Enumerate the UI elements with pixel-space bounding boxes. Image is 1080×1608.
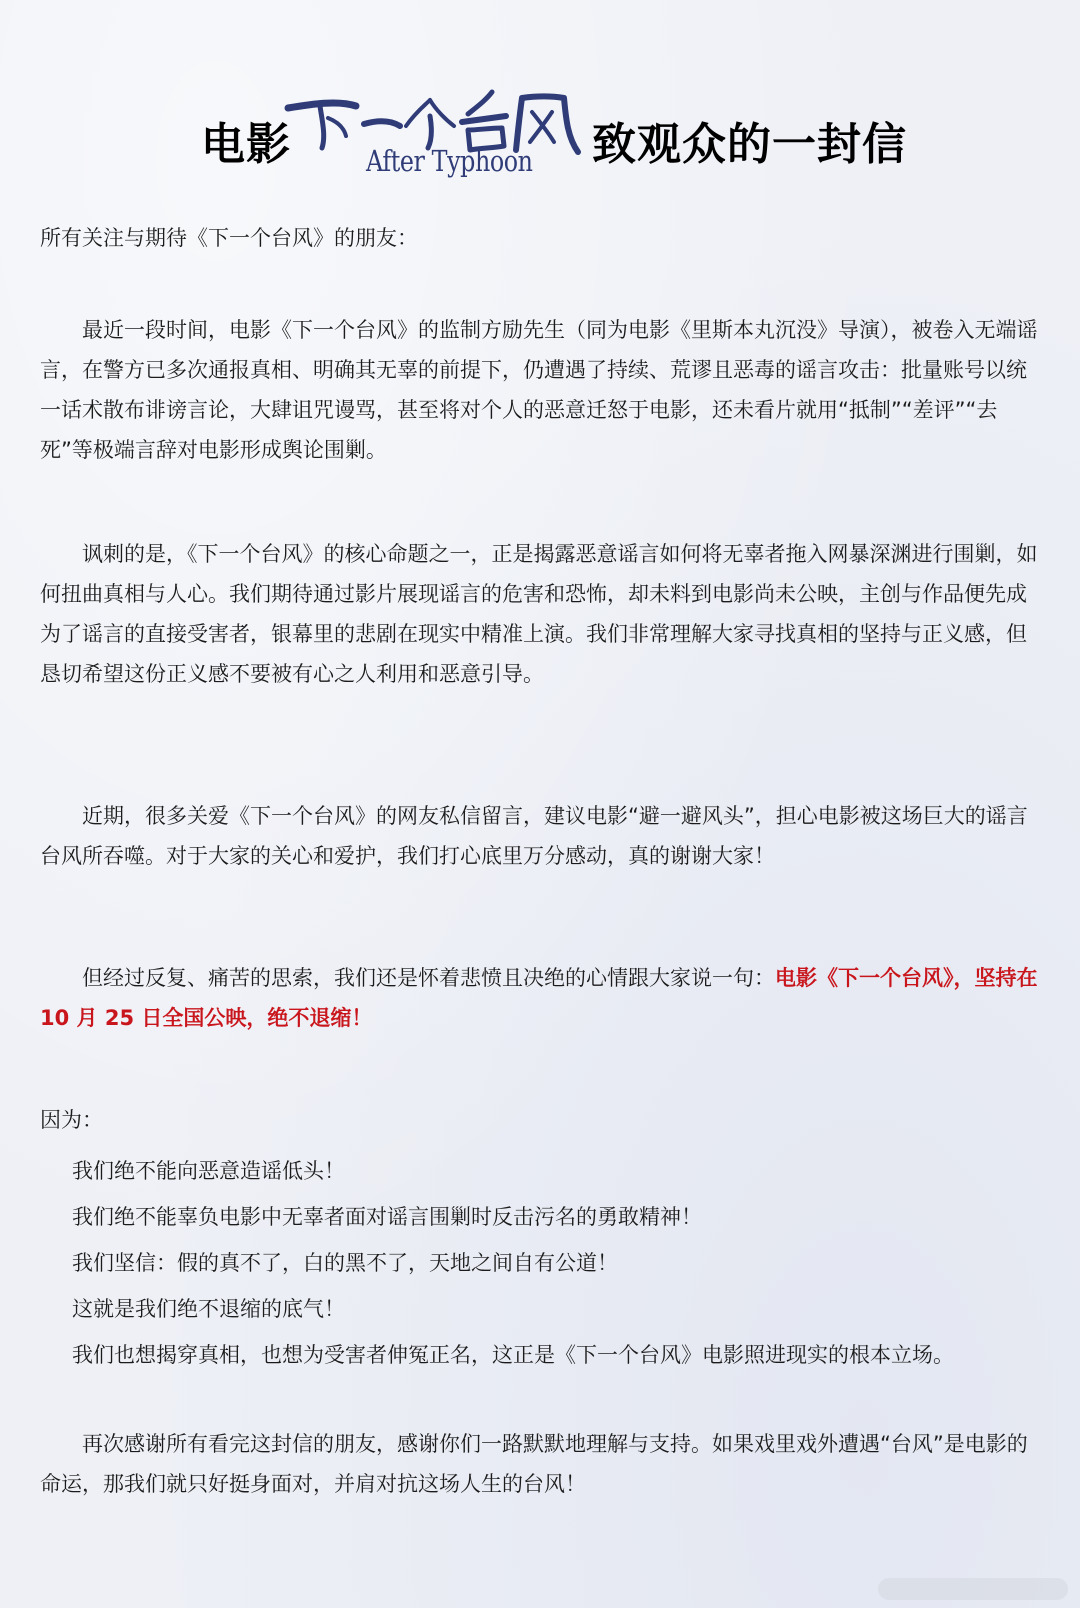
reason-item: 我们坚信：假的真不了，白的黑不了，天地之间自有公道！ <box>72 1251 618 1275</box>
paragraph-1: 最近一段时间，电影《下一个台风》的监制方励先生（同为电影《里斯本丸沉没》导演），被卷入无端谣言，在警方已多次通报真相、明确其无辜的前提下，仍遭遇了持续、荒谬且恶毒的谣言攻击：批量账号以统一话术散布诽谤言论，大肆诅咒谩骂，甚至将对个人的恶意迁怒于电影，还未看片就用“抵制”“差评”“去死”等极端言辞对电影形成舆论围剿。 <box>40 318 1038 462</box>
paragraph-3: 近期，很多关爱《下一个台风》的网友私信留言，建议电影“避一避风头”，担心电影被这场巨大的谣言台风所吞噬。对于大家的关心和爱护，我们打心底里万分感动，真的谢谢大家！ <box>40 804 1028 868</box>
reason-item: 我们绝不能向恶意造谣低头！ <box>72 1159 345 1183</box>
release-announcement: 电影《下一个台风》，坚持在 10 月 25 日全国公映，绝不退缩！ <box>40 966 1038 1030</box>
salutation: 所有关注与期待《下一个台风》的朋友： <box>40 226 418 250</box>
letter-header <box>0 86 1080 196</box>
reason-item: 我们绝不能辜负电影中无辜者面对谣言围剿时反击污名的勇敢精神！ <box>72 1205 702 1229</box>
paragraph-closing: 再次感谢所有看完这封信的朋友，感谢你们一路默默地理解与支持。如果戏里戏外遭遇“台风”是电影的命运，那我们就只好挺身面对，并肩对抗这场人生的台风！ <box>40 1432 1028 1496</box>
title-suffix: 致观众的一封信 <box>592 119 907 170</box>
reasons-list <box>72 1148 1032 1378</box>
paragraph-4 <box>40 958 1040 1038</box>
watermark <box>878 1578 1068 1600</box>
title-prefix: 电影 <box>201 119 291 170</box>
reason-item: 这就是我们绝不退缩的底气！ <box>72 1297 345 1321</box>
reason-item: 我们也想揭穿真相，也想为受害者伸冤正名，这正是《下一个台风》电影照进现实的根本立场。 <box>72 1343 954 1367</box>
reasons-heading: 因为： <box>40 1108 103 1132</box>
paragraph-4-text: 但经过反复、痛苦的思索，我们还是怀着悲愤且决绝的心情跟大家说一句： <box>82 966 775 990</box>
logo-english-subtitle: After Typhoon <box>366 144 533 178</box>
paragraph-2: 讽刺的是，《下一个台风》的核心命题之一，正是揭露恶意谣言如何将无辜者拖入网暴深渊进行围剿，如何扭曲真相与人心。我们期待通过影片展现谣言的危害和恐怖，却未料到电影尚未公映，主创与作品便先成为了谣言的直接受害者，银幕里的悲剧在现实中精准上演。我们非常理解大家寻找真相的坚持与正义感，但恳切希望这份正义感不要被有心之人利用和恶意引导。 <box>40 542 1038 686</box>
